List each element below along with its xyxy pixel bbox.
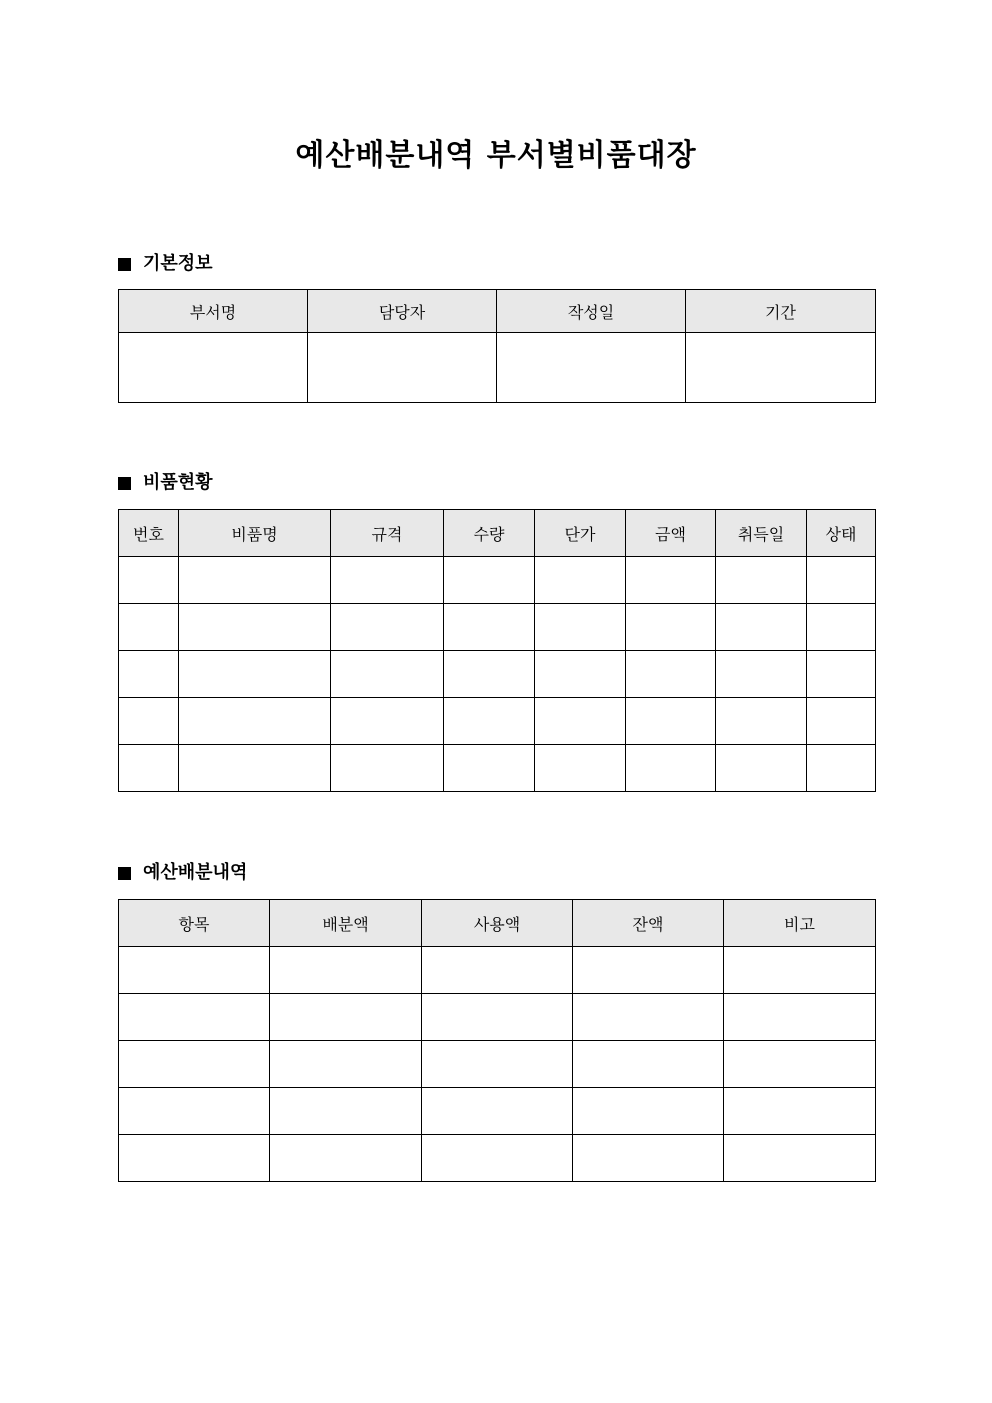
table-cell[interactable] (626, 698, 716, 745)
column-header: 단가 (535, 510, 626, 557)
table-cell[interactable] (716, 698, 807, 745)
table-cell[interactable] (724, 1041, 876, 1088)
table-cell[interactable] (444, 698, 535, 745)
square-bullet-icon (118, 867, 131, 880)
column-header: 담당자 (308, 290, 497, 333)
table-cell[interactable] (573, 947, 724, 994)
table-cell[interactable] (444, 604, 535, 651)
table-cell[interactable] (573, 1088, 724, 1135)
table-row (119, 333, 876, 403)
table-cell[interactable] (626, 604, 716, 651)
table-cell[interactable] (724, 994, 876, 1041)
table-cell[interactable] (807, 745, 876, 792)
table-cell[interactable] (331, 745, 444, 792)
column-header: 상태 (807, 510, 876, 557)
table-row (119, 1135, 876, 1182)
table-cell[interactable] (422, 1135, 573, 1182)
table-cell[interactable] (535, 651, 626, 698)
square-bullet-icon (118, 477, 131, 490)
column-header: 배분액 (270, 900, 422, 947)
column-header: 비품명 (179, 510, 331, 557)
table-cell[interactable] (716, 604, 807, 651)
column-header: 잔액 (573, 900, 724, 947)
table-cell[interactable] (724, 1135, 876, 1182)
table-cell[interactable] (179, 698, 331, 745)
table-cell[interactable] (331, 698, 444, 745)
document-title: 예산배분내역 부서별비품대장 (295, 138, 697, 173)
table-cell[interactable] (119, 333, 308, 403)
table-cell[interactable] (119, 1041, 270, 1088)
table-cell[interactable] (807, 698, 876, 745)
table-row (119, 947, 876, 994)
table-cell[interactable] (119, 698, 179, 745)
table-cell[interactable] (331, 651, 444, 698)
column-header: 금액 (626, 510, 716, 557)
table-cell[interactable] (807, 557, 876, 604)
table-cell[interactable] (444, 651, 535, 698)
table-cell[interactable] (626, 745, 716, 792)
table-cell[interactable] (626, 557, 716, 604)
column-header: 부서명 (119, 290, 308, 333)
table-cell[interactable] (119, 557, 179, 604)
table-header-row (119, 900, 876, 947)
column-header: 비고 (724, 900, 876, 947)
section-title: 비품현황 (143, 472, 213, 493)
table-cell[interactable] (422, 947, 573, 994)
table-row (119, 604, 876, 651)
table-cell[interactable] (179, 651, 331, 698)
basic-info-table (118, 289, 876, 403)
table-cell[interactable] (807, 604, 876, 651)
table-cell[interactable] (270, 1135, 422, 1182)
section-heading-basic-info (118, 252, 213, 276)
table-cell[interactable] (444, 745, 535, 792)
table-cell[interactable] (573, 1135, 724, 1182)
table-cell[interactable] (422, 1041, 573, 1088)
table-cell[interactable] (724, 1088, 876, 1135)
column-header: 번호 (119, 510, 179, 557)
table-cell[interactable] (807, 651, 876, 698)
column-header: 규격 (331, 510, 444, 557)
table-cell[interactable] (331, 604, 444, 651)
table-cell[interactable] (119, 1135, 270, 1182)
square-bullet-icon (118, 258, 131, 271)
table-cell[interactable] (119, 994, 270, 1041)
table-header-row (119, 290, 876, 333)
column-header: 항목 (119, 900, 270, 947)
table-cell[interactable] (716, 651, 807, 698)
table-cell[interactable] (422, 1088, 573, 1135)
table-cell[interactable] (716, 557, 807, 604)
table-cell[interactable] (444, 557, 535, 604)
column-header: 수량 (444, 510, 535, 557)
table-cell[interactable] (535, 557, 626, 604)
section-heading-budget (118, 861, 247, 885)
column-header: 작성일 (497, 290, 686, 333)
table-row (119, 1088, 876, 1135)
table-cell[interactable] (686, 333, 876, 403)
column-header: 취득일 (716, 510, 807, 557)
table-row (119, 698, 876, 745)
table-cell[interactable] (270, 994, 422, 1041)
column-header: 기간 (686, 290, 876, 333)
table-cell[interactable] (724, 947, 876, 994)
table-row (119, 651, 876, 698)
table-cell[interactable] (308, 333, 497, 403)
table-row (119, 994, 876, 1041)
table-cell[interactable] (270, 1041, 422, 1088)
table-cell[interactable] (179, 557, 331, 604)
column-header: 사용액 (422, 900, 573, 947)
table-cell[interactable] (119, 947, 270, 994)
section-title: 기본정보 (143, 253, 213, 274)
table-cell[interactable] (179, 745, 331, 792)
table-row (119, 745, 876, 792)
table-cell[interactable] (573, 994, 724, 1041)
budget-table (118, 899, 876, 1182)
table-cell[interactable] (119, 1088, 270, 1135)
table-header-row (119, 510, 876, 557)
table-cell[interactable] (497, 333, 686, 403)
table-cell[interactable] (535, 698, 626, 745)
table-row (119, 1041, 876, 1088)
table-cell[interactable] (716, 745, 807, 792)
equipment-table (118, 509, 876, 792)
table-cell[interactable] (179, 604, 331, 651)
table-cell[interactable] (331, 557, 444, 604)
table-cell[interactable] (535, 745, 626, 792)
section-title: 예산배분내역 (143, 862, 248, 883)
table-cell[interactable] (119, 745, 179, 792)
table-cell[interactable] (422, 994, 573, 1041)
table-cell[interactable] (626, 651, 716, 698)
table-cell[interactable] (119, 604, 179, 651)
table-row (119, 557, 876, 604)
table-cell[interactable] (535, 604, 626, 651)
section-heading-equipment (118, 471, 213, 495)
table-cell[interactable] (270, 1088, 422, 1135)
table-cell[interactable] (270, 947, 422, 994)
table-cell[interactable] (573, 1041, 724, 1088)
table-cell[interactable] (119, 651, 179, 698)
